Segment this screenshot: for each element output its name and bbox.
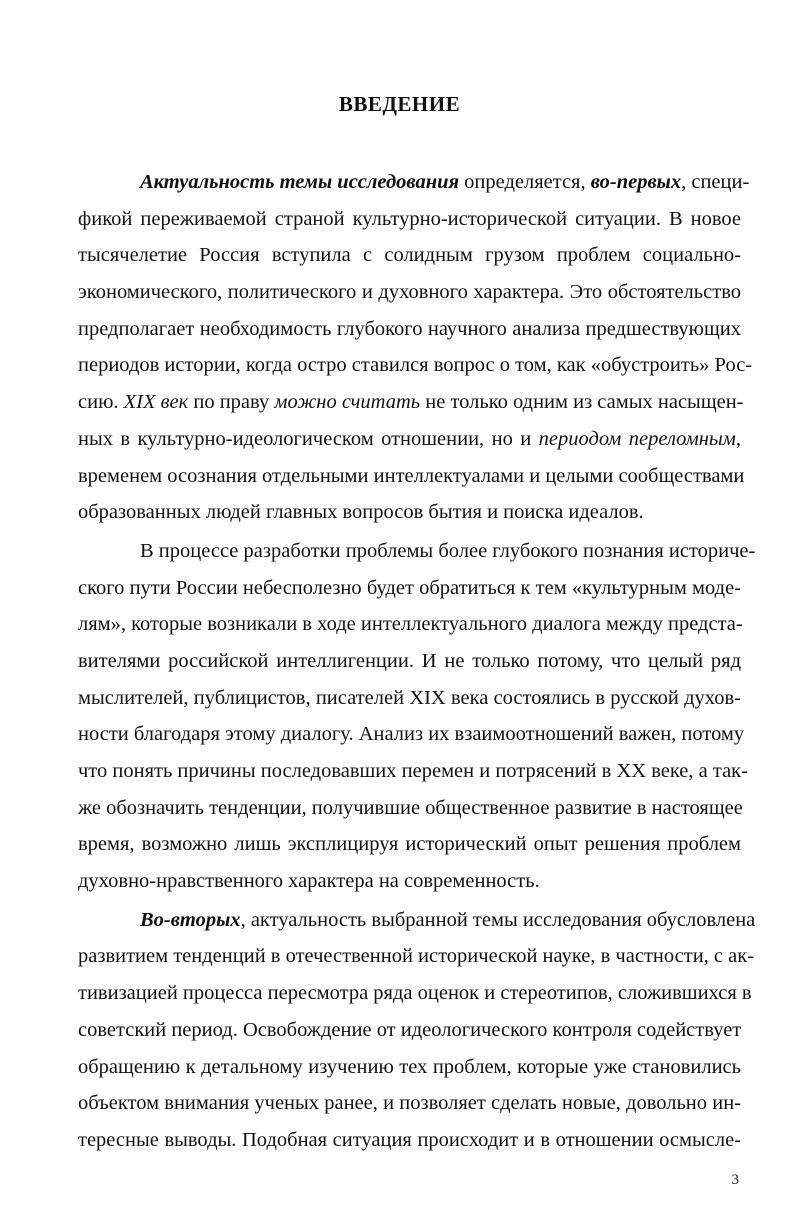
text-line xyxy=(78,274,741,311)
text-run: объектом внимания ученых ранее, и позволяет сделать новые, довольно ин- xyxy=(78,1092,741,1115)
text-line xyxy=(78,975,752,1012)
text-run: лям», которые возникали в ходе интеллектуального диалога между предста- xyxy=(78,613,743,636)
text-line xyxy=(78,570,741,607)
text-run: определяется, xyxy=(459,171,591,193)
paragraph xyxy=(78,902,756,1159)
text-line xyxy=(78,1085,741,1122)
paragraph xyxy=(78,533,756,900)
emphasized-text: во-первых xyxy=(590,171,682,193)
text-run: , xyxy=(735,427,741,450)
text-run: периодов истории, когда остро ставился вопрос о том, как «обустроить» Рос- xyxy=(78,354,753,377)
text-line xyxy=(78,863,741,900)
text-line xyxy=(78,458,745,495)
text-run: что понять причины последовавших перемен и потрясений в XX веке, а так- xyxy=(78,760,748,782)
text-line xyxy=(78,753,748,790)
text-line xyxy=(78,347,753,384)
text-line xyxy=(78,790,741,827)
text-line xyxy=(78,237,741,274)
text-run: мыслителей, публицистов, писателей XIX века состоялись в русской духов- xyxy=(78,686,741,709)
text-line xyxy=(78,643,741,680)
text-run: , актуальность выбранной темы исследования обусловлена xyxy=(240,908,756,931)
text-run: В процессе разработки проблемы более глубокого познания историче- xyxy=(140,539,756,562)
text-run: предполагает необходимость глубокого научного анализа предшествующих xyxy=(78,317,741,340)
text-run: , специ- xyxy=(681,171,750,193)
text-run: по праву xyxy=(188,391,275,414)
text-run: развитием тенденций в отечественной исторической науке, в частности, с ак- xyxy=(78,945,755,968)
page-title: ВВЕДЕНИЕ xyxy=(338,92,461,116)
text-line xyxy=(78,164,750,201)
text-run: вителями российской интеллигенции. И не только потому, что целый ряд xyxy=(78,649,741,672)
page-number: 3 xyxy=(731,1172,739,1188)
paragraph xyxy=(78,164,753,531)
text-line xyxy=(78,1012,741,1049)
text-line xyxy=(78,938,755,975)
text-run: ского пути России небесполезно будет обратиться к тем «культурным моде- xyxy=(78,576,741,599)
text-run: фикой переживаемой страной культурно-исторической ситуации. В новое xyxy=(78,207,741,230)
text-run: же обозначить тенденции, получившие общественное развитие в настоящее xyxy=(78,796,743,819)
text-line xyxy=(78,716,745,753)
text-run: ных в культурно-идеологическом отношении, но и xyxy=(78,427,539,450)
text-line xyxy=(78,902,756,939)
emphasized-text: Во-вторых xyxy=(140,908,241,931)
text-run: ности благодаря этому диалогу. Анализ их взаимоотношений важен, потому xyxy=(78,723,745,746)
text-run: экономического, политического и духовного характера. Это обстоятельство xyxy=(78,281,741,304)
body-text xyxy=(78,164,756,1159)
text-line xyxy=(78,201,741,238)
text-line xyxy=(78,826,741,863)
text-line xyxy=(78,680,741,717)
text-run: время, возможно лишь эксплицируя исторический опыт решения проблем xyxy=(78,833,741,856)
text-line xyxy=(78,421,741,458)
emphasized-text: можно считать xyxy=(274,391,421,414)
text-line xyxy=(78,1049,741,1086)
text-run: временем осознания отдельными интеллектуалами и целыми сообществами xyxy=(78,464,745,487)
text-run: не только одним из самых насыщен- xyxy=(420,391,744,414)
text-line xyxy=(78,533,756,570)
text-line xyxy=(78,1122,741,1159)
text-run: тивизацией процесса пересмотра ряда оценок и стереотипов, сложившихся в xyxy=(78,982,752,1005)
text-run: советский период. Освобождение от идеологического контроля содействует xyxy=(78,1018,742,1041)
text-run: духовно-нравственного характера на современность. xyxy=(78,870,540,893)
emphasized-text: Актуальность темы исследования xyxy=(140,171,460,193)
text-run: тысячелетие Россия вступила с солидным грузом проблем социально- xyxy=(78,244,741,267)
text-run: обращению к детальному изучению тех проблем, которые уже становились xyxy=(78,1055,741,1078)
text-run: сию. xyxy=(78,391,124,414)
text-line xyxy=(78,606,741,643)
text-line xyxy=(78,494,741,531)
text-run: тересные выводы. Подобная ситуация происходит и в отношении осмысле- xyxy=(78,1128,741,1151)
text-line xyxy=(78,384,744,421)
text-run: образованных людей главных вопросов бытия и поиска идеалов. xyxy=(78,501,644,524)
emphasized-text: периодом переломным xyxy=(538,427,736,450)
emphasized-text: XIX век xyxy=(123,391,189,414)
text-line xyxy=(78,311,741,348)
